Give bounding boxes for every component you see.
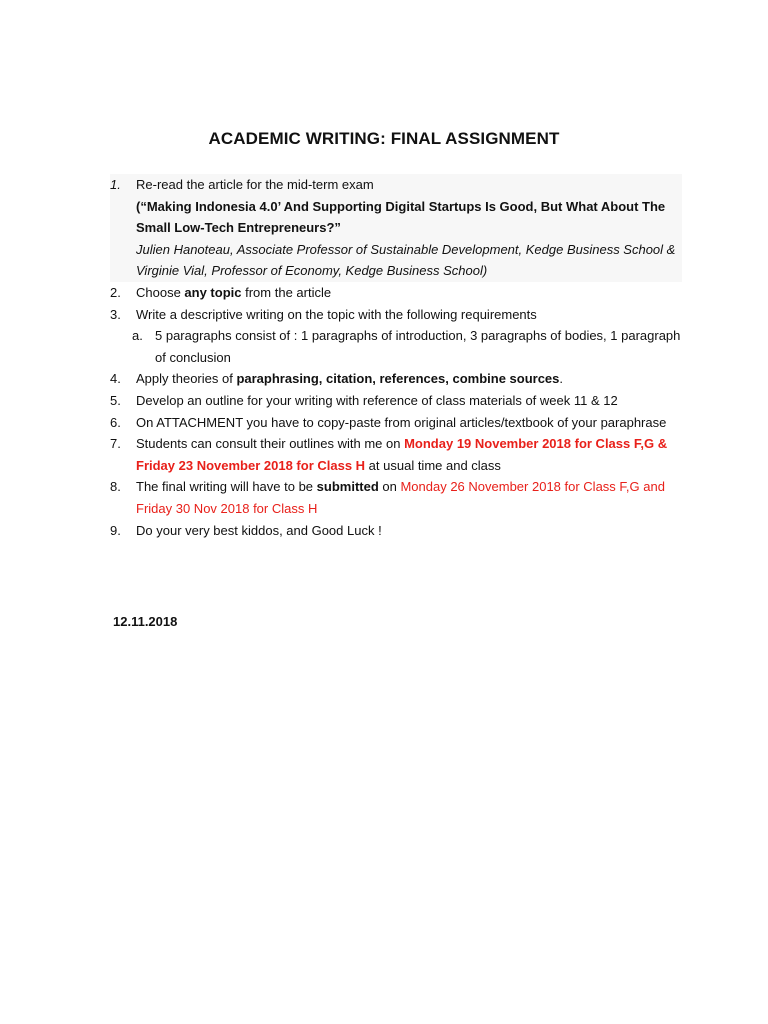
item-number: 5. (110, 392, 121, 408)
item-text: Choose (136, 284, 185, 300)
item-text: Re-read the article for the mid-term exam (136, 177, 374, 192)
item-text: The final writing will have to be (136, 479, 317, 495)
page-title: ACADEMIC WRITING: FINAL ASSIGNMENT (208, 129, 560, 148)
item-number: 7. (110, 436, 121, 452)
item-text: . (559, 371, 564, 387)
item-text: On ATTACHMENT you have to copy-paste from original articles/textbook of your paraphrase (136, 414, 667, 430)
item-number: 4. (110, 371, 121, 387)
item-number: 2. (110, 284, 121, 300)
item-text: Develop an outline for your writing with reference of class materials of week 11 & 12 (136, 392, 618, 408)
assignment-list (110, 174, 682, 541)
item-number: 9. (110, 522, 121, 538)
item-text: Do your very best kiddos, and Good Luck ! (136, 522, 382, 538)
item-text: Apply theories of (136, 371, 237, 387)
list-item-8 (110, 476, 682, 519)
list-item-6 (110, 412, 682, 434)
list-item-7 (110, 433, 682, 476)
article-authors: Julien Hanoteau, Associate Professor of Sustainable Development, Kedge Business School & Virginie Vial, Professor of Economy, Kedge Business School) (136, 241, 676, 279)
item-text: from the article (241, 284, 332, 300)
item-number: 1. (110, 177, 121, 192)
item-text: on (378, 479, 401, 495)
sub-item-letter: a. (132, 328, 143, 344)
list-item-4 (110, 368, 682, 390)
list-item-5 (110, 390, 682, 412)
item-number: 6. (110, 414, 121, 430)
item-highlight: Monday 19 November 2018 for Class F,G & Friday 23 November 2018 for Class H (136, 436, 668, 473)
list-item-2 (110, 282, 682, 304)
document-date: 12.11.2018 (113, 614, 178, 629)
item-number: 3. (110, 306, 121, 322)
item-text-bold: paraphrasing, citation, references, combine sources (236, 371, 560, 387)
item-highlight: Monday 26 November 2018 for Class F,G and Friday 30 Nov 2018 for Class H (136, 479, 665, 516)
list-item-3 (110, 304, 682, 326)
list-item-1 (110, 174, 682, 282)
item-text: at usual time and class (365, 457, 501, 473)
sub-item-a (110, 325, 682, 368)
sub-item-text: 5 paragraphs consist of : 1 paragraphs of introduction, 3 paragraphs of bodies, 1 paragraph of conclusion (155, 328, 681, 365)
item-text-bold: submitted (316, 479, 379, 495)
item-number: 8. (110, 479, 121, 495)
item-text: Students can consult their outlines with me on (136, 436, 405, 452)
article-title: (“Making Indonesia 4.0’ And Supporting Digital Startups Is Good, But What About The Small Low-Tech Entrepreneurs?” (136, 198, 666, 236)
item-text-bold: any topic (184, 284, 242, 300)
item-text: Write a descriptive writing on the topic with the following requirements (136, 306, 537, 322)
list-item-9 (110, 520, 682, 542)
